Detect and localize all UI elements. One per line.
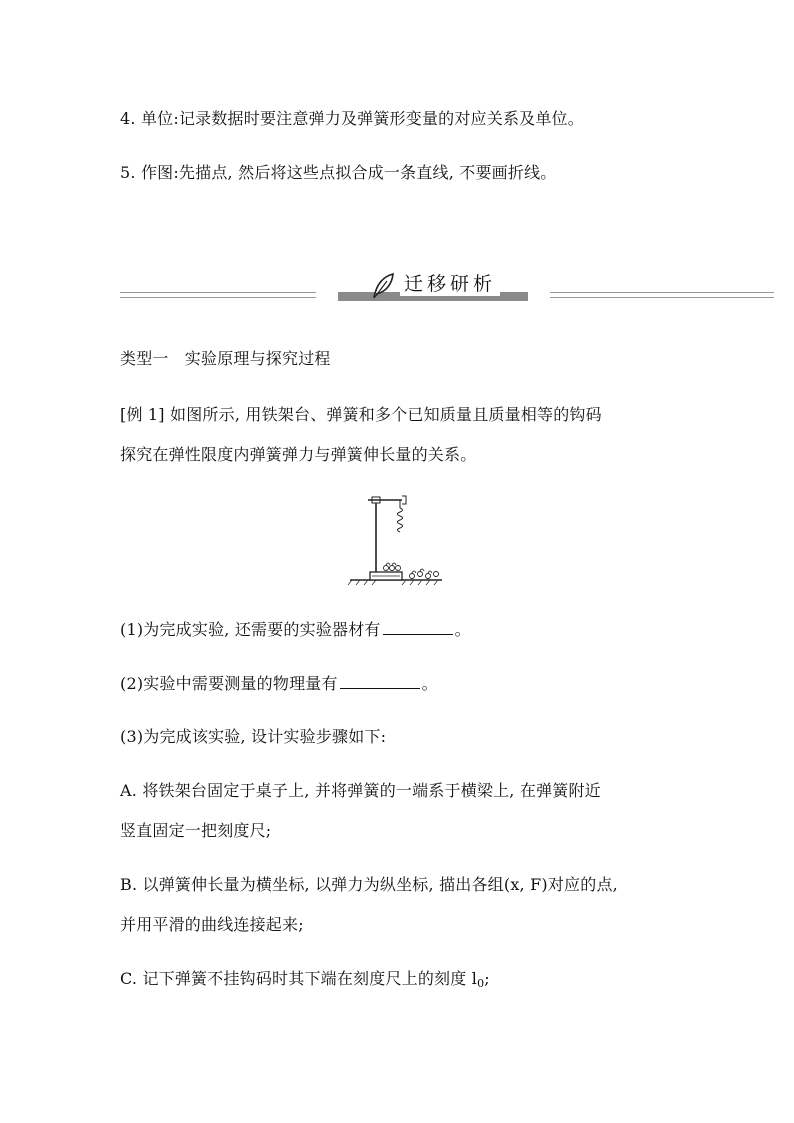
section-banner <box>120 270 774 306</box>
type-heading: 类型一 实验原理与探究过程 <box>120 349 331 368</box>
leaf-icon <box>370 272 396 300</box>
question-1-end: 。 <box>454 620 471 639</box>
step-a-line-2: 竖直固定一把刻度尺; <box>120 821 272 840</box>
note-unit: 4. 单位:记录数据时要注意弹力及弹簧形变量的对应关系及单位。 <box>120 109 584 128</box>
step-c <box>120 968 490 995</box>
question-1 <box>120 618 471 641</box>
question-3: (3)为完成该实验, 设计实验步骤如下: <box>120 727 387 746</box>
answer-blank-2[interactable] <box>340 672 420 689</box>
step-b-line-2: 并用平滑的曲线连接起来; <box>120 915 304 934</box>
section-title: 迁移研析 <box>400 272 500 296</box>
step-c-end: ; <box>484 969 490 988</box>
question-1-text: (1)为完成实验, 还需要的实验器材有 <box>120 620 381 639</box>
apparatus-figure <box>346 488 446 588</box>
step-c-subscript: 0 <box>477 977 485 990</box>
banner-box <box>338 272 528 300</box>
question-2-text: (2)实验中需要测量的物理量有 <box>120 674 338 693</box>
question-2 <box>120 672 438 695</box>
example-line-1: [例 1] 如图所示, 用铁架台、弹簧和多个已知质量且质量相等的钩码 <box>120 405 602 424</box>
step-b-line-1: B. 以弹簧伸长量为横坐标, 以弹力为纵坐标, 描出各组(x, F)对应的点, <box>120 875 618 894</box>
step-c-text: C. 记下弹簧不挂钩码时其下端在刻度尺上的刻度 l <box>120 969 478 988</box>
answer-blank-1[interactable] <box>383 618 453 635</box>
question-2-end: 。 <box>421 674 438 693</box>
step-a-line-1: A. 将铁架台固定于桌子上, 并将弹簧的一端系于横梁上, 在弹簧附近 <box>120 781 601 800</box>
banner-rule-left <box>120 292 316 298</box>
banner-rule-right <box>550 292 774 298</box>
note-plot: 5. 作图:先描点, 然后将这些点拟合成一条直线, 不要画折线。 <box>120 163 557 182</box>
example-line-2: 探究在弹性限度内弹簧弹力与弹簧伸长量的关系。 <box>120 445 477 464</box>
